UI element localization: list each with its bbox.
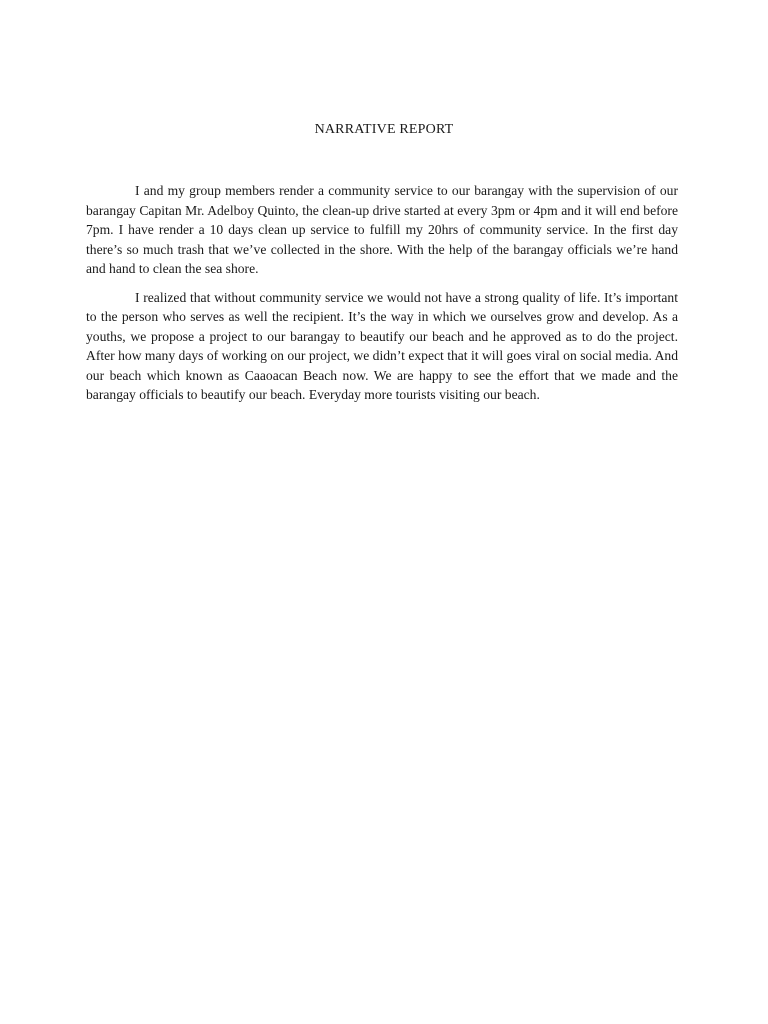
- paragraph-1: I and my group members render a community service to our barangay with the supervision of our barangay Capitan Mr. Adelboy Quinto, the clean-up drive started at every 3pm or 4pm and it will end before 7pm. I have render a 10 days clean up service to fulfill my 20hrs of community service. In the first day there’s so much trash that we’ve collected in the shore. With the help of the barangay officials we’re hand and hand to clean the sea shore.: [86, 183, 678, 276]
- document-title: NARRATIVE REPORT: [314, 122, 454, 137]
- document-body: [86, 181, 678, 414]
- paragraph-2: I realized that without community service we would not have a strong quality of life. It’s important to the person who serves as well the recipient. It’s the way in which we ourselves grow and develop. As a youths, we propose a project to our barangay to beautify our beach and he approved as to do the project. After how many days of working on our project, we didn’t expect that it will goes viral on social media. And our beach which known as Caaoacan Beach now. We are happy to see the effort that we made and the barangay officials to beautify our beach. Everyday more tourists visiting our beach.: [86, 289, 678, 402]
